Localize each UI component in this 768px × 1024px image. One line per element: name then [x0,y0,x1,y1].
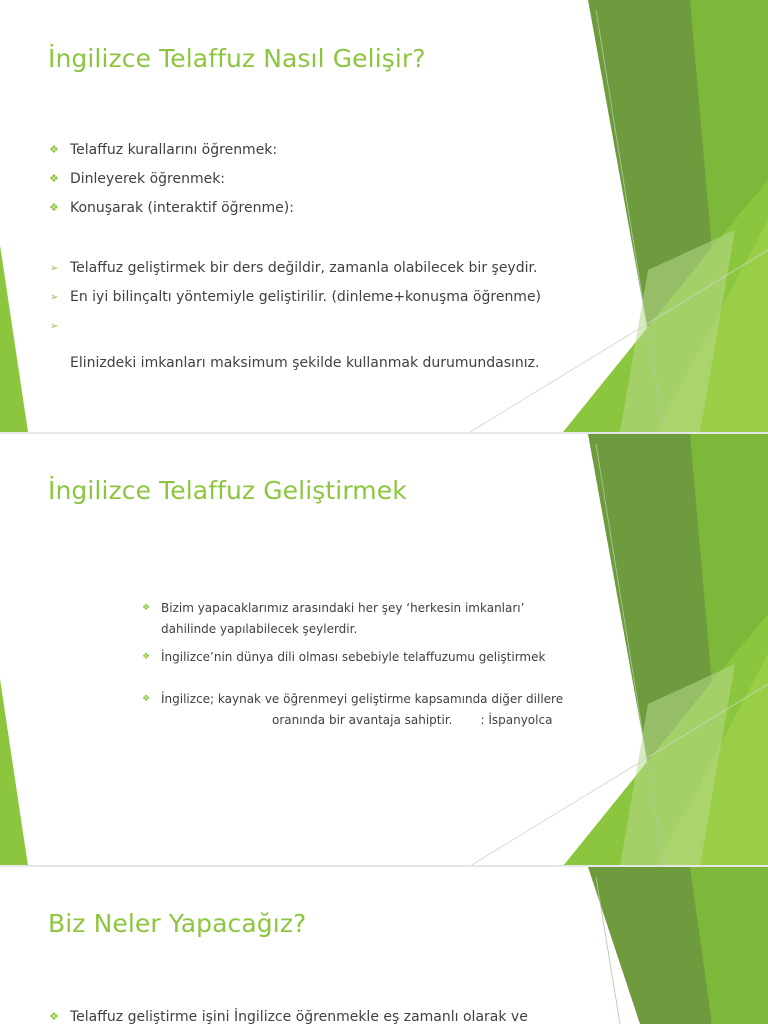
diamond-bullet-icon: ❖ [49,172,59,185]
diamond-bullet-icon: ❖ [142,603,151,613]
slide-2-title: İngilizce Telaffuz Geliştirmek [48,476,407,505]
list-item: ❖ Telaffuz kurallarını öğrenmek: [49,142,278,158]
slide-3-title: Biz Neler Yapacağız? [48,909,307,938]
arrow-bullet-icon: ➢ [50,263,59,274]
left-accent-shape [0,679,28,866]
diamond-bullet-icon: ❖ [49,1010,59,1023]
diamond-bullet-icon: ❖ [49,143,59,156]
list-item: ❖ İngilizce’nin dünya dili olması sebebiyle telaffuzumu geliştirmek [161,647,581,689]
bullet-continuation: oranında bir avantaja sahiptir. : İspanyolca [272,713,553,727]
slide-2 [0,434,768,866]
left-accent-shape [0,245,28,432]
diamond-bullet-icon: ❖ [49,201,59,214]
list-item: ❖ Dinleyerek öğrenmek: [49,171,226,187]
diamond-bullet-icon: ❖ [142,652,151,662]
slide-1-arrow-list [50,258,550,334]
slide-3 [0,867,768,1024]
slide-1-title: İngilizce Telaffuz Nasıl Gelişir? [48,44,426,73]
list-item: ➢ Telaffuz geliştirmek bir ders değildir, zamanla olabilecek bir şeydir. [70,258,550,279]
list-item: ❖ İngilizce; kaynak ve öğrenmeyi geliştirme kapsamında diğer dillere oranında bir avantaja sahiptir. : İspanyolca [161,689,581,731]
list-item [50,316,550,334]
arrow-bullet-icon: ➢ [50,321,59,332]
list-item: ❖ Konuşarak (interaktif öğrenme): [49,200,294,216]
slide-1 [0,0,768,432]
closing-text: Elinizdeki imkanları maksimum şekilde kullanmak durumundasınız. [70,355,540,371]
slide-1-diamond-list [49,141,294,228]
list-item: ➢ En iyi bilinçaltı yöntemiyle geliştirilir. (dinleme+konuşma öğrenme) [70,287,550,308]
slide-2-list [142,598,581,731]
arrow-bullet-icon: ➢ [50,292,59,303]
list-item: ❖ Telaffuz geliştirme işini İngilizce öğrenmekle eş zamanlı olarak ve [70,1007,528,1024]
slide-3-list [49,1007,528,1024]
slide-3-decoration [0,867,768,1024]
list-item: ❖ Bizim yapacaklarımız arasındaki her şey ‘herkesin imkanları’ dahilinde yapılabilecek şeylerdir. [161,598,581,647]
diamond-bullet-icon: ❖ [142,694,151,704]
